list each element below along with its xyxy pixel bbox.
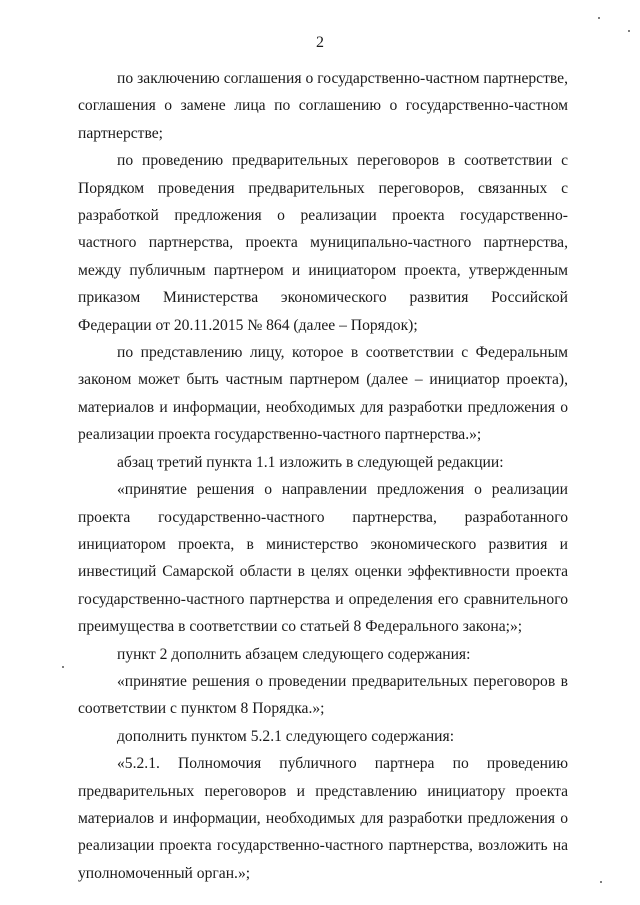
scan-speck — [598, 17, 600, 19]
paragraph-6: пункт 2 дополнить абзацем следующего содержания: — [117, 645, 471, 663]
paragraph-5: «принятие решения о направлении предложения о реализации проекта государственно-частного партнерства, разработанного инициатором проекта, в министерство экономического развития и инвестиций Самарской области в целях оценки эффективности проекта государственно-частного партнерства и определения его сравнительного преимущества в соответствии со статьей 8 Федерального закона;»; — [78, 481, 568, 636]
paragraph-9: «5.2.1. Полномочия публичного партнера по проведению предварительных переговоров и представлению инициатору проекта материалов и информации, необходимых для разработки предложения о реализации проекта государственно-частного партнерства, возложить на уполномоченный орган.»; — [78, 755, 568, 882]
scan-speck — [62, 666, 64, 668]
paragraph-1: по заключению соглашения о государственно-частном партнерстве, соглашения о замене лица по соглашению о государственно-частном партнерстве; — [78, 70, 568, 142]
paragraph-7: «принятие решения о проведении предварительных переговоров в соответствии с пунктом 8 Порядка.»; — [78, 672, 568, 718]
paragraph-2: по проведению предварительных переговоров в соответствии с Порядком проведения предварительных переговоров, связанных с разработкой предложения о реализации проекта государственно-частного партнерства, проекта муниципально-частного партнерства, между публичным партнером и инициатором проекта, утвержденным приказом Министерства экономического развития Российской Федерации от 20.11.2015 № 864 (далее – Порядок); — [78, 152, 568, 334]
paragraph-8: дополнить пунктом 5.2.1 следующего содержания: — [117, 727, 455, 745]
paragraph-4: абзац третий пункта 1.1 изложить в следующей редакции: — [117, 453, 504, 471]
scan-speck — [628, 30, 630, 32]
scan-speck — [600, 881, 602, 883]
page-number: 2 — [316, 34, 324, 51]
paragraph-3: по представлению лицу, которое в соответствии с Федеральным законом может быть частным партнером (далее – инициатор проекта), материалов и информации, необходимых для разработки предложения о реализации проекта государственно-частного партнерства.»; — [78, 344, 568, 444]
document-body — [78, 65, 568, 887]
